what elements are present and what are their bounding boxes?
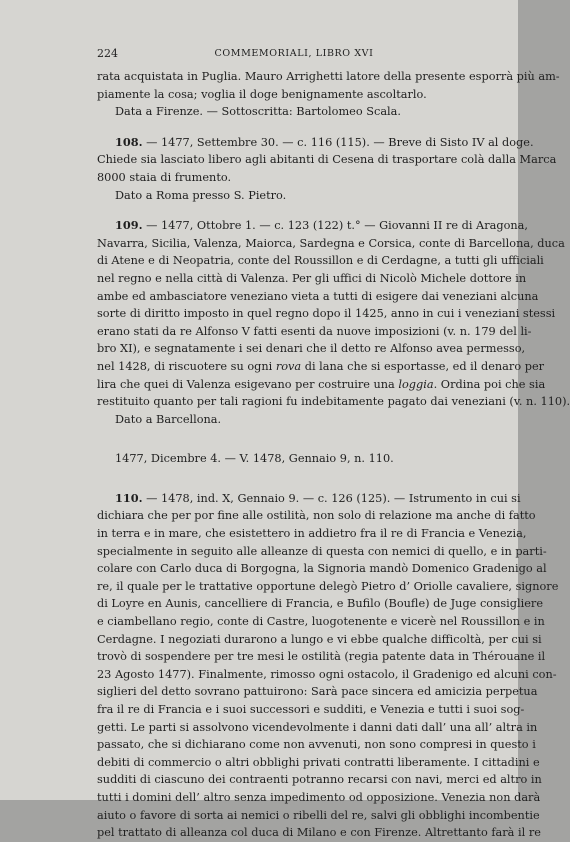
text-line: re, il quale per le trattative opportune delegò Pietro d’ Oriolle cavaliere, signore xyxy=(97,579,559,593)
entry-number: 108. xyxy=(115,134,143,149)
italic-term: loggia xyxy=(398,377,434,391)
text-line: colare con Carlo duca di Borgogna, la Signoria mandò Domenico Gradenigo al xyxy=(97,562,547,576)
text-line: nel 1428, di riscuotere su ogni rova di lana che si esportasse, ed il denaro per xyxy=(97,359,545,373)
italic-term: rova xyxy=(275,359,302,373)
text-line: Dato a Roma presso S. Pietro. xyxy=(115,188,287,202)
paragraph-p108 xyxy=(97,134,557,204)
text-line: trovò di sospendere per tre mesi le ostilità (regia patente data in Thérouane il xyxy=(97,650,546,664)
running-title: COMMEMORIALI, LIBRO XVI xyxy=(214,48,374,59)
paragraph-p110 xyxy=(97,490,559,842)
text-line: siglieri del detto sovrano pattuirono: Sarà pace sincera ed amicizia perpetua xyxy=(97,685,538,699)
entry-number: 109. xyxy=(115,218,143,233)
text-line: tutti i domini dell’ altro senza impedimento od opposizione. Venezia non darà xyxy=(97,790,541,804)
text-line: Data a Firenze. — Sottoscritta: Bartolomeo Scala. xyxy=(115,105,401,119)
text-line: sudditi di ciascuno dei contraenti potranno recarsi con navi, merci ed altro in xyxy=(97,773,542,787)
text-line: pel trattato di alleanza col duca di Milano e con Firenze. Altrettanto farà il re xyxy=(97,826,541,840)
text-line: fra il re di Francia e i suoi successori e sudditi, e Venezia e tutti i suoi sog- xyxy=(97,703,525,716)
body-text xyxy=(97,68,570,842)
text-line: erano stati da re Alfonso V fatti esenti da nuove imposizioni (v. n. 179 del li- xyxy=(97,324,532,338)
text-line: ambe ed ambasciatore veneziano vieta a tutti di esigere dai veneziani alcuna xyxy=(97,289,539,303)
text-line: Cerdagne. I negoziati durarono a lungo e vi ebbe qualche difficoltà, per cui si xyxy=(97,632,542,646)
text-line: dichiara che per por fine alle ostilità, non solo di relazione ma anche di fatto xyxy=(97,509,536,523)
text-line: e ciambellano regio, conte di Castre, luogotenente e vicerè nel Roussillon e in xyxy=(97,615,545,629)
paragraph-gap xyxy=(97,468,491,490)
text-line: di Atene e di Neopatria, conte del Roussillon e di Cerdagne, a tutti gli ufficiali xyxy=(97,254,544,268)
paragraph-gap xyxy=(97,428,491,450)
text-line: piamente la cosa; voglia il doge benignamente ascoltarlo. xyxy=(97,87,427,101)
text-line: rata acquistata in Puglia. Mauro Arrighetti latore della presente esporrà più am- xyxy=(97,70,560,83)
text-line: bro XI), e segnatamente i sei denari che il detto re Alfonso avea permesso, xyxy=(97,342,526,356)
paragraph-gap xyxy=(97,121,491,134)
text-line: getti. Le parti si assolvono vicendevolmente i danni dati dall’ una all’ altra in xyxy=(97,720,538,734)
paragraph-ref xyxy=(97,450,491,468)
text-line: nel regno e nella città di Valenza. Per gli uffici di Nicolò Michele dottore in xyxy=(97,271,527,285)
text-line: 110. — 1478, ind. X, Gennaio 9. — c. 126 (125). — Istrumento in cui si xyxy=(115,490,521,505)
page-header xyxy=(97,46,491,62)
text-line: in terra e in mare, che esistettero in addietro fra il re di Francia e Venezia, xyxy=(97,527,527,541)
text-line: debiti di commercio o altri obblighi privati contratti liberamente. I cittadini e xyxy=(97,755,540,769)
text-line: 8000 staia di frumento. xyxy=(97,170,232,184)
text-line: passato, che si dichiarano come non avvenuti, non sono compresi in questo i xyxy=(97,738,536,752)
entry-number: 110. xyxy=(115,490,143,505)
text-line: aiuto o favore di sorta ai nemici o ribelli del re, salvi gli obblighi incombentie xyxy=(97,808,540,822)
text-line: Dato a Barcellona. xyxy=(115,412,222,426)
text-line: lira che quei di Valenza esigevano per costruire una loggia. Ordina poi che sia xyxy=(97,377,546,391)
paragraph-cont xyxy=(97,68,560,121)
text-line: 108. — 1477, Settembre 30. — c. 116 (115). — Breve di Sisto IV al doge. xyxy=(115,134,534,149)
text-line: Chiede sia lasciato libero agli abitanti di Cesena di trasportare colà dalla Marca xyxy=(97,153,557,167)
paragraph-p109 xyxy=(97,217,570,428)
text-line: 109. — 1477, Ottobre 1. — c. 123 (122) t.° — Giovanni II re di Aragona, xyxy=(115,218,528,233)
page-number: 224 xyxy=(97,47,118,60)
text-line: 23 Agosto 1477). Finalmente, rimosso ogni ostacolo, il Gradenigo ed alcuni con- xyxy=(97,667,557,681)
text-line: restituito quanto per tali ragioni fu indebitamente pagato dai veneziani (v. n. 110). xyxy=(97,395,570,409)
text-line: Navarra, Sicilia, Valenza, Maiorca, Sardegna e Corsica, conte di Barcellona, duca xyxy=(97,236,565,250)
text-line: sorte di diritto imposto in quel regno dopo il 1425, anno in cui i veneziani stessi xyxy=(97,307,556,321)
text-line: specialmente in seguito alle alleanze di questa con nemici di quello, e in parti- xyxy=(97,544,547,558)
text-line: di Loyre en Aunis, cancelliere di Francia, e Bufilo (Boufle) de Juge consigliere xyxy=(97,597,544,611)
paragraph-gap xyxy=(97,204,491,217)
text-line: 1477, Dicembre 4. — V. 1478, Gennaio 9, n. 110. xyxy=(115,452,394,466)
